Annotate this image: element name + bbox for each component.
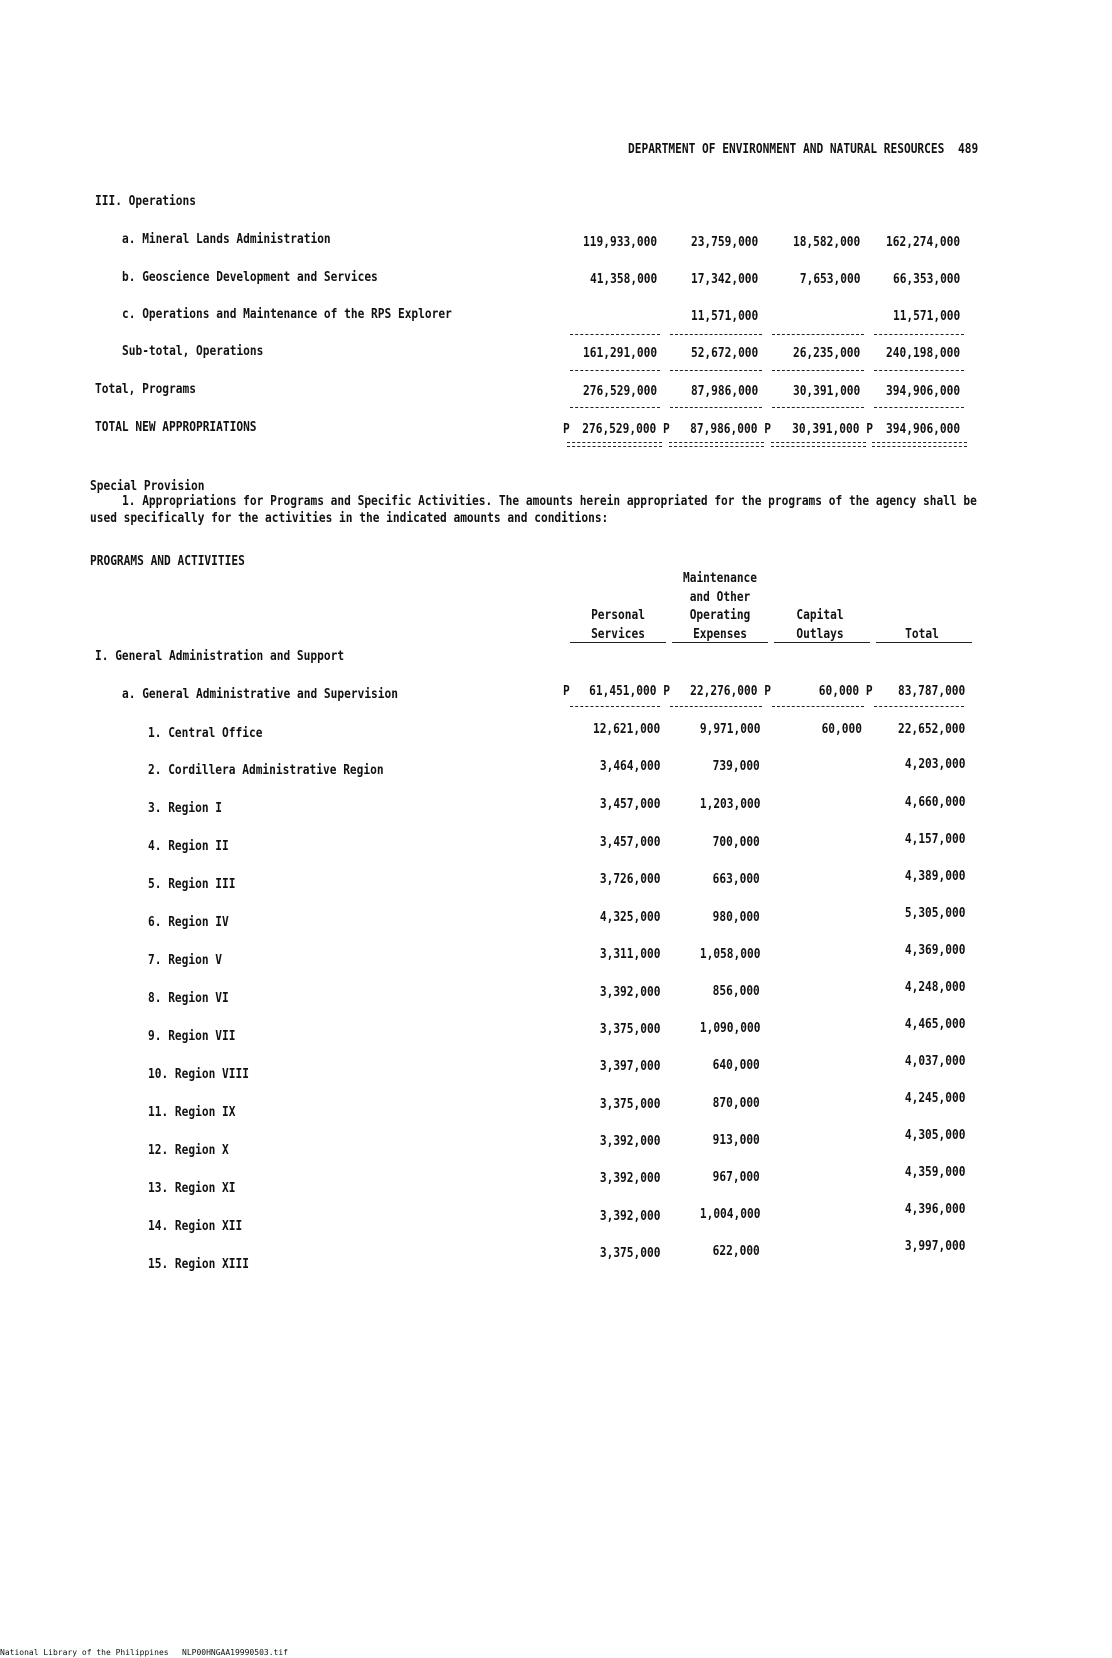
cell-mooe: 87,986,000	[690, 384, 758, 399]
page-number: 489	[958, 142, 979, 157]
col-header-mooe-3: Operating	[689, 608, 751, 623]
cell-ps: 3,464,000	[599, 759, 660, 774]
cell-ps: 3,375,000	[599, 1246, 660, 1261]
rule	[570, 407, 660, 408]
cell-co: 7,653,000	[799, 272, 860, 287]
cell-total: 5,305,000	[904, 906, 965, 921]
cell-total: 394,906,000	[885, 384, 960, 399]
col-header-co-2: Outlays	[796, 627, 844, 642]
item-label: 2. Cordillera Administrative Region	[148, 763, 384, 778]
cell-total: 4,660,000	[904, 795, 965, 810]
cell-mooe: 739,000	[712, 759, 760, 774]
row-label: b. Geoscience Development and Services	[122, 270, 378, 285]
item-label: 4. Region II	[148, 839, 229, 854]
item-label: 6. Region IV	[148, 915, 229, 930]
rule	[570, 370, 660, 371]
cell-ps: 3,457,000	[599, 797, 660, 812]
cell-mooe: 1,203,000	[699, 797, 760, 812]
cell-total: 66,353,000	[892, 272, 960, 287]
cell-total: 162,274,000	[885, 235, 960, 250]
header-rule	[774, 642, 870, 643]
cell-mooe: 870,000	[712, 1096, 760, 1111]
item-label: 15. Region XIII	[148, 1257, 249, 1272]
cell-mooe: 1,004,000	[699, 1207, 760, 1222]
cell-co: 60,000 P	[819, 684, 873, 699]
cell-total: 4,157,000	[904, 832, 965, 847]
footer-library: National Library of the Philippines	[0, 1648, 169, 1657]
rule	[570, 706, 660, 707]
cell-mooe: 23,759,000	[690, 235, 758, 250]
cell-ps: 3,726,000	[599, 872, 660, 887]
rule	[772, 334, 864, 335]
cell-total: 4,037,000	[904, 1054, 965, 1069]
col-header-total: Total	[905, 627, 939, 642]
cell-total: 4,248,000	[904, 980, 965, 995]
item-label: 11. Region IX	[148, 1105, 236, 1120]
cell-ps: 3,392,000	[599, 1171, 660, 1186]
cell-ps: 41,358,000	[589, 272, 657, 287]
item-label: 7. Region V	[148, 953, 223, 968]
rule	[570, 334, 660, 335]
item-label: 8. Region VI	[148, 991, 229, 1006]
item-label: 5. Region III	[148, 877, 236, 892]
cell-total: 4,369,000	[904, 943, 965, 958]
col-header-ps-2: Services	[591, 627, 645, 642]
cell-ps: 276,529,000	[582, 384, 657, 399]
cell-ps: 3,457,000	[599, 835, 660, 850]
cell-ps: 61,451,000 P	[589, 684, 670, 699]
cell-mooe: 9,971,000	[699, 722, 760, 737]
programs-heading: PROGRAMS AND ACTIVITIES	[90, 554, 245, 569]
cell-ps: 3,392,000	[599, 1134, 660, 1149]
cell-mooe: 640,000	[712, 1058, 760, 1073]
cell-ps: 4,325,000	[599, 910, 660, 925]
item-label: 1. Central Office	[148, 726, 263, 741]
cell-mooe: 700,000	[712, 835, 760, 850]
cell-total: 4,465,000	[904, 1017, 965, 1032]
peso-sign: P	[563, 422, 570, 437]
double-rule	[771, 442, 866, 447]
cell-co: 30,391,000	[792, 384, 860, 399]
rule	[772, 706, 864, 707]
cell-mooe: 52,672,000	[690, 346, 758, 361]
rule	[670, 706, 762, 707]
item-label: 12. Region X	[148, 1143, 229, 1158]
peso-sign: P	[563, 684, 570, 699]
header-rule	[876, 642, 972, 643]
cell-ps: 3,392,000	[599, 985, 660, 1000]
cell-total: 83,787,000	[897, 684, 965, 699]
cell-mooe: 856,000	[712, 984, 760, 999]
cell-mooe: 980,000	[712, 910, 760, 925]
cell-mooe: 17,342,000	[690, 272, 758, 287]
col-header-ps-1: Personal	[591, 608, 645, 623]
special-provision-heading: Special Provision	[90, 479, 205, 494]
cell-mooe: 622,000	[712, 1244, 760, 1259]
cell-ps: 3,392,000	[599, 1209, 660, 1224]
item-label: 9. Region VII	[148, 1029, 236, 1044]
total-new-appropriations-label: TOTAL NEW APPROPRIATIONS	[95, 420, 257, 435]
cell-mooe: 11,571,000	[690, 309, 758, 324]
cell-mooe: 22,276,000 P	[690, 684, 771, 699]
item-label: 10. Region VIII	[148, 1067, 249, 1082]
cell-total: 22,652,000	[897, 722, 965, 737]
cell-total: 4,245,000	[904, 1091, 965, 1106]
cell-co: 26,235,000	[792, 346, 860, 361]
special-provision-line-2: used specifically for the activities in the indicated amounts and conditions:	[90, 511, 609, 526]
rule	[670, 407, 762, 408]
row-label: c. Operations and Maintenance of the RPS Explorer	[122, 307, 452, 322]
cell-mooe: 663,000	[712, 872, 760, 887]
cell-ps: 3,375,000	[599, 1022, 660, 1037]
row-label: a. Mineral Lands Administration	[122, 232, 331, 247]
cell-total: 4,305,000	[904, 1128, 965, 1143]
item-label: 13. Region XI	[148, 1181, 236, 1196]
cell-total: 11,571,000	[892, 309, 960, 324]
cell-ps: 3,311,000	[599, 947, 660, 962]
cell-mooe: 1,090,000	[699, 1021, 760, 1036]
rule	[874, 334, 964, 335]
rule	[772, 370, 864, 371]
cell-mooe: 967,000	[712, 1170, 760, 1185]
rule	[874, 407, 964, 408]
double-rule	[567, 442, 662, 447]
cell-ps: 161,291,000	[582, 346, 657, 361]
sub-label: a. General Administrative and Supervision	[122, 687, 398, 702]
rule	[670, 334, 762, 335]
rule	[772, 407, 864, 408]
cell-total: 3,997,000	[904, 1239, 965, 1254]
cell-total: 240,198,000	[885, 346, 960, 361]
cell-mooe: 913,000	[712, 1133, 760, 1148]
cell-ps: 3,375,000	[599, 1097, 660, 1112]
cell-co: 18,582,000	[792, 235, 860, 250]
footer-file: NLP00HNGAA19990503.tif	[182, 1648, 288, 1657]
special-provision-line-1: 1. Appropriations for Programs and Specific Activities. The amounts herein appropriated for the programs of the agency shall be	[122, 494, 977, 509]
rule	[874, 370, 964, 371]
subtotal-label: Sub-total, Operations	[122, 344, 264, 359]
cell-co: 30,391,000 P	[792, 422, 873, 437]
col-header-mooe-1: Maintenance	[682, 571, 758, 586]
double-rule	[669, 442, 764, 447]
cell-total: 4,359,000	[904, 1165, 965, 1180]
section-heading-gas: I. General Administration and Support	[95, 649, 345, 664]
cell-ps: 119,933,000	[582, 235, 657, 250]
col-header-mooe-4: Expenses	[693, 627, 747, 642]
running-header: DEPARTMENT OF ENVIRONMENT AND NATURAL RESOURCES	[628, 142, 945, 157]
item-label: 14. Region XII	[148, 1219, 243, 1234]
cell-mooe: 87,986,000 P	[690, 422, 771, 437]
rule	[670, 370, 762, 371]
item-label: 3. Region I	[148, 801, 223, 816]
cell-ps: 12,621,000	[592, 722, 660, 737]
section-heading-operations: III. Operations	[95, 194, 196, 209]
col-header-mooe-2: and Other	[689, 590, 751, 605]
double-rule	[872, 442, 967, 447]
cell-ps: 3,397,000	[599, 1059, 660, 1074]
cell-total: 4,203,000	[904, 757, 965, 772]
cell-total: 4,396,000	[904, 1202, 965, 1217]
cell-total: 4,389,000	[904, 869, 965, 884]
total-programs-label: Total, Programs	[95, 382, 196, 397]
rule	[874, 706, 964, 707]
header-rule	[570, 642, 666, 643]
header-rule	[672, 642, 768, 643]
cell-ps: 276,529,000 P	[582, 422, 670, 437]
cell-total: 394,906,000	[885, 422, 960, 437]
cell-mooe: 1,058,000	[699, 947, 760, 962]
col-header-co-1: Capital	[796, 608, 844, 623]
cell-co: 60,000	[821, 722, 862, 737]
